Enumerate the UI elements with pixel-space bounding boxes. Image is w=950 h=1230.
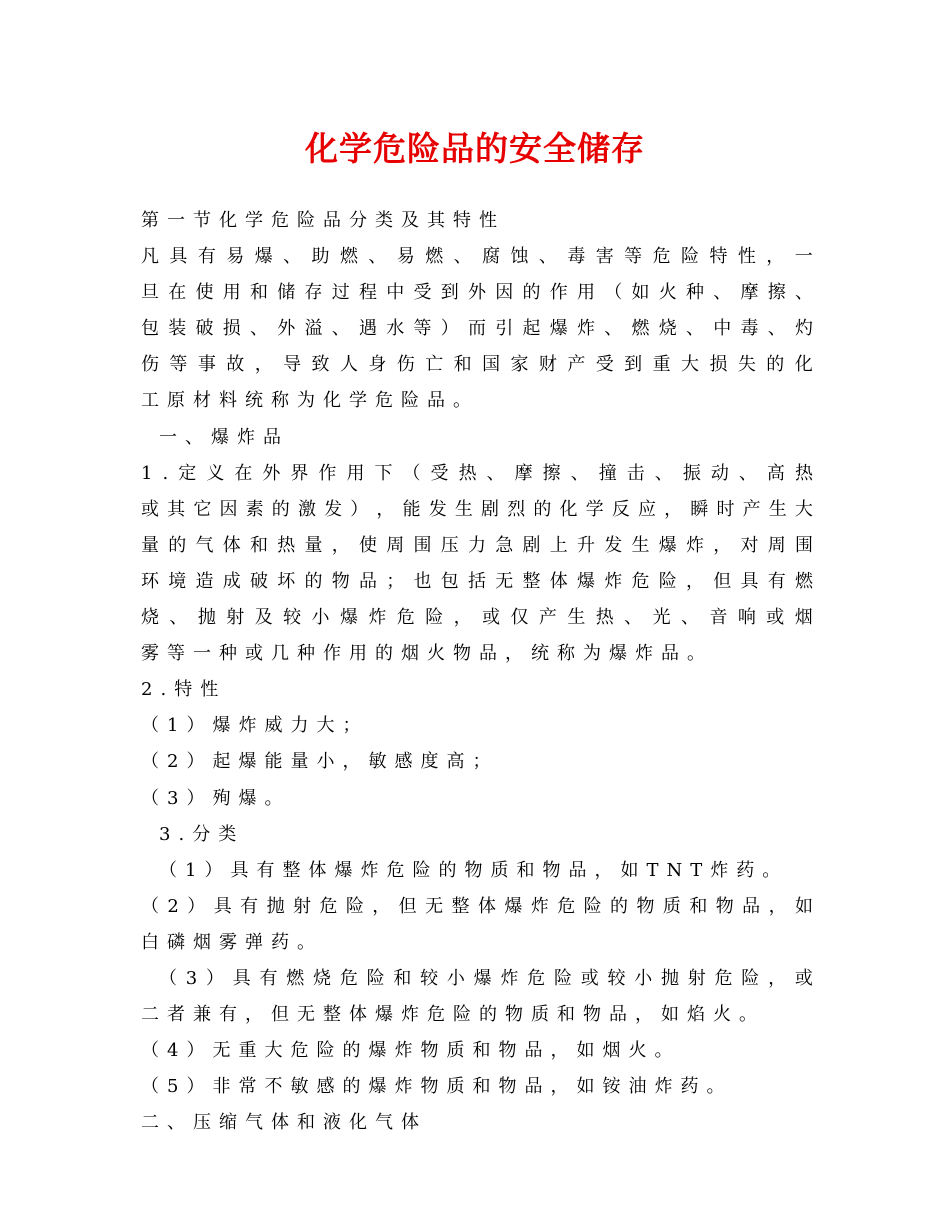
text-line: 二 、 压 缩 气 体 和 液 化 气 体	[141, 1112, 419, 1134]
text-line: 伤 等 事 故 ， 导 致 人 身 伤 亡 和 国 家 财 产 受 到 重 大 损 失 的 化	[141, 354, 813, 376]
text-line: 二 者 兼 有 ， 但 无 整 体 爆 炸 危 险 的 物 质 和 物 品 ， 如 焰 火 。	[141, 1004, 757, 1026]
text-line: （ 2 ） 起 爆 能 量 小 ， 敏 感 度 高 ；	[141, 751, 491, 773]
text-line: 凡 具 有 易 爆 、 助 燃 、 易 燃 、 腐 蚀 、 毒 害 等 危 险 特 性 ， 一	[141, 246, 813, 268]
text-line: 第 一 节 化 学 危 险 品 分 类 及 其 特 性	[141, 210, 497, 231]
text-line: 工 原 材 料 统 称 为 化 学 危 险 品 。	[141, 390, 471, 412]
text-line: 一 、 爆 炸 品	[159, 426, 281, 448]
document-body	[141, 203, 813, 1141]
text-line: 旦 在 使 用 和 储 存 过 程 中 受 到 外 因 的 作 用 （ 如 火 种 、 摩 擦 、	[141, 282, 813, 304]
document-title: 化学危险品的安全储存	[305, 129, 645, 168]
text-line: 1 . 定 义 在 外 界 作 用 下 （ 受 热 、 摩 擦 、 撞 击 、 振 动 、 高 热	[141, 462, 813, 484]
text-line: （ 4 ） 无 重 大 危 险 的 爆 炸 物 质 和 物 品 ， 如 烟 火 。	[141, 1040, 673, 1062]
text-line: （ 5 ） 非 常 不 敏 感 的 爆 炸 物 质 和 物 品 ， 如 铵 油 炸 药 。	[141, 1076, 725, 1098]
text-line: 或 其 它 因 素 的 激 发 ） ， 能 发 生 剧 烈 的 化 学 反 应 ， 瞬 时 产 生 大	[141, 498, 813, 520]
text-line: （ 1 ） 爆 炸 威 力 大 ；	[141, 715, 361, 737]
text-line: 2 . 特 性	[141, 679, 219, 701]
text-line: 包 装 破 损 、 外 溢 、 遇 水 等 ） 而 引 起 爆 炸 、 燃 烧 、 中 毒 、 灼	[141, 318, 813, 340]
text-line: （ 2 ） 具 有 抛 射 危 险 ， 但 无 整 体 爆 炸 危 险 的 物 质 和 物 品 ， 如	[141, 895, 813, 917]
text-line: 环 境 造 成 破 坏 的 物 品 ； 也 包 括 无 整 体 爆 炸 危 险 ， 但 具 有 燃	[141, 570, 813, 592]
text-line: 烧 、 抛 射 及 较 小 爆 炸 危 险 ， 或 仅 产 生 热 、 光 、 音 响 或 烟	[141, 607, 813, 629]
text-line: （ 3 ） 具 有 燃 烧 危 险 和 较 小 爆 炸 危 险 或 较 小 抛 射 危 险 ， 或	[159, 967, 813, 989]
text-line: 白 磷 烟 雾 弹 药 。	[141, 931, 315, 953]
text-line: 3 . 分 类	[159, 823, 237, 845]
text-line: （ 3 ） 殉 爆 。	[141, 787, 283, 809]
text-line: 量 的 气 体 和 热 量 ， 使 周 围 压 力 急 剧 上 升 发 生 爆 炸 ， 对 周 围	[141, 534, 813, 556]
text-line: 雾 等 一 种 或 几 种 作 用 的 烟 火 物 品 ， 统 称 为 爆 炸 品 。	[141, 643, 705, 665]
text-line: （ 1 ） 具 有 整 体 爆 炸 危 险 的 物 质 和 物 品 ， 如 T N T 炸 药 。	[159, 859, 781, 881]
